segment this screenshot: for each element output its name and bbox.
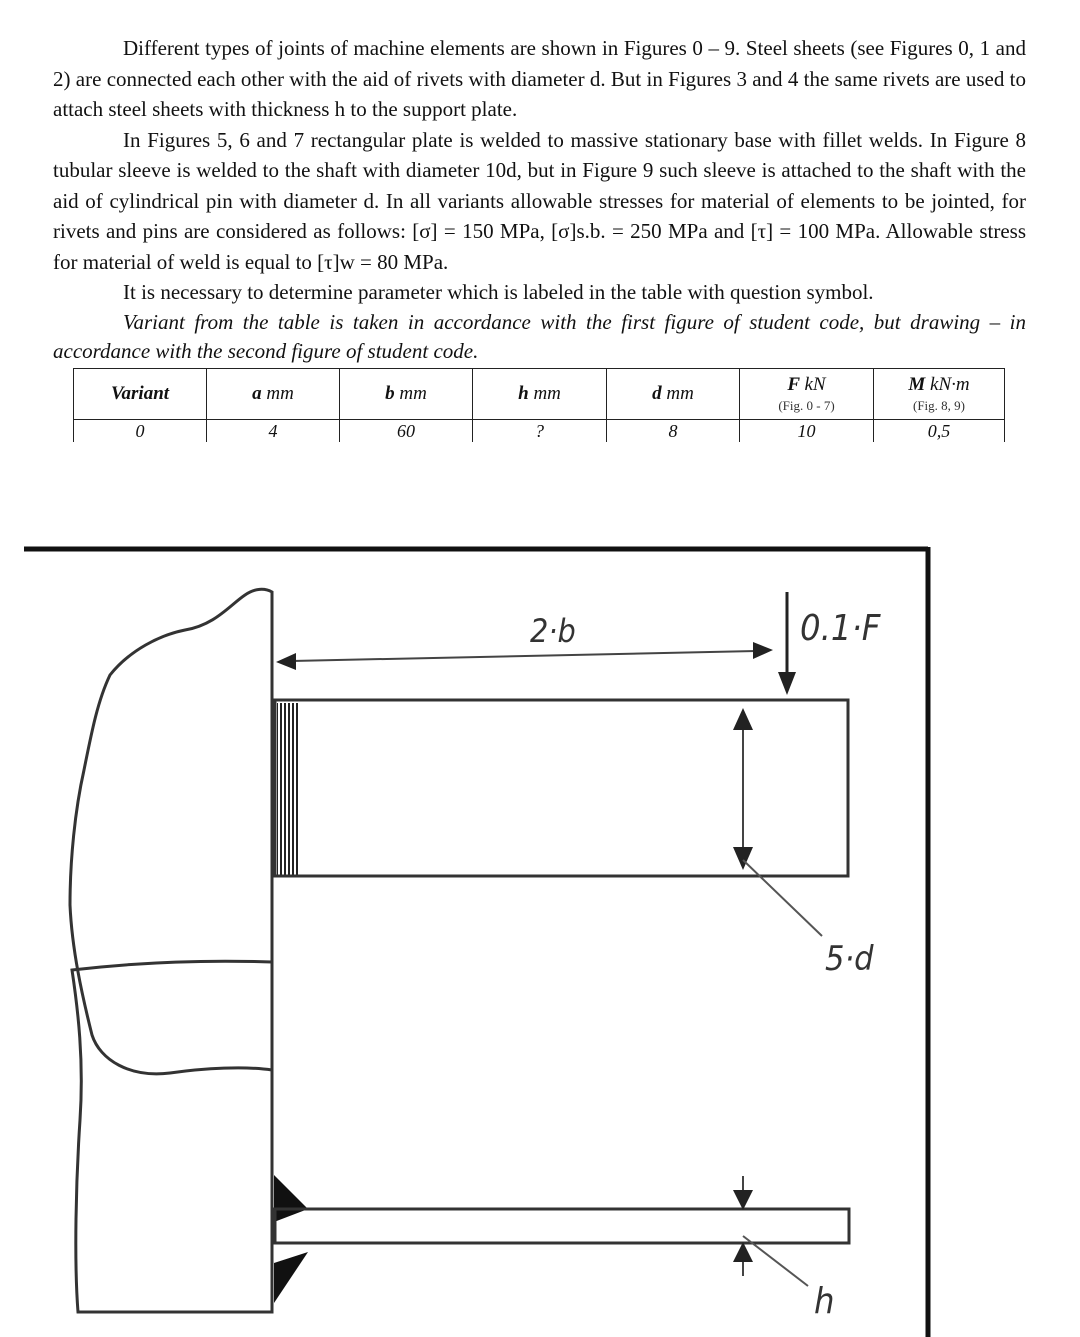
fillet-weld-upper bbox=[274, 1175, 308, 1222]
paragraph-task: It is necessary to determine parameter which is labeled in the table with question symbol. bbox=[123, 280, 874, 304]
length-dimension bbox=[276, 642, 773, 670]
parameters-table bbox=[73, 368, 1005, 442]
welded-plate-drawing bbox=[0, 540, 1080, 1337]
paragraph-allowable-stresses: In Figures 5, 6 and 7 rectangular plate is welded to massive stationary base with fillet welds. In Figure 8 tubular sleeve is welded to the shaft with diameter 10d, but in Figure 9 such sleeve is attached to the shaft with the aid of cylindrical pin with diameter d. In all variants allowable stresses for material of elements to be jointed, for rivets and pins are considered as follows: [σ] = 150 MPa, [σ]s.b. = 250 MPa and [τ] = 100 MPa. Allowable stress for material of weld is equal to [τ]w = 80 MPa. bbox=[53, 127, 1026, 274]
welded-plate-top-view bbox=[275, 700, 848, 876]
cell-variant: 0 bbox=[74, 420, 207, 443]
table-row bbox=[74, 420, 1005, 443]
length-label: 2·b bbox=[530, 612, 576, 650]
thickness-label: h bbox=[814, 1281, 835, 1322]
cell-h: ? bbox=[473, 420, 607, 443]
header-d: d mm bbox=[607, 369, 740, 420]
table-header-row bbox=[74, 369, 1005, 420]
cell-moment: 0,5 bbox=[874, 420, 1005, 443]
welded-plate-side-view bbox=[275, 1209, 849, 1243]
paragraph-variant-rule: Variant from the table is taken in accordance with the first figure of student code, but drawing – in accordance with the second figure of student code. bbox=[53, 309, 1026, 363]
figure-frame bbox=[24, 547, 928, 1337]
header-b: b mm bbox=[340, 369, 473, 420]
force-label: 0.1·F bbox=[800, 608, 881, 649]
fillet-weld-lower bbox=[274, 1252, 308, 1303]
header-h: h mm bbox=[473, 369, 607, 420]
thickness-dimension bbox=[733, 1176, 808, 1286]
cell-b: 60 bbox=[340, 420, 473, 443]
force-arrow bbox=[778, 592, 796, 695]
cell-d: 8 bbox=[607, 420, 740, 443]
fillet-weld-top-view bbox=[277, 703, 299, 875]
base-wall-top-view bbox=[70, 589, 272, 1074]
problem-statement bbox=[53, 33, 1026, 366]
header-a: a mm bbox=[207, 369, 340, 420]
width-dimension bbox=[733, 708, 822, 936]
width-label: 5·d bbox=[825, 939, 874, 979]
cell-force: 10 bbox=[740, 420, 874, 443]
header-variant: Variant bbox=[74, 369, 207, 420]
base-block-side-view bbox=[72, 961, 272, 1312]
paragraph-joints-intro: Different types of joints of machine elements are shown in Figures 0 – 9. Steel sheets (see Figures 0, 1 and 2) are connected each other with the aid of rivets with diameter d. But in Figures 3 and 4 the same rivets are used to attach steel sheets with thickness h to the support plate. bbox=[53, 36, 1026, 121]
header-force: F kN (Fig. 0 - 7) bbox=[740, 369, 874, 420]
header-moment: M kN·m (Fig. 8, 9) bbox=[874, 369, 1005, 420]
cell-a: 4 bbox=[207, 420, 340, 443]
